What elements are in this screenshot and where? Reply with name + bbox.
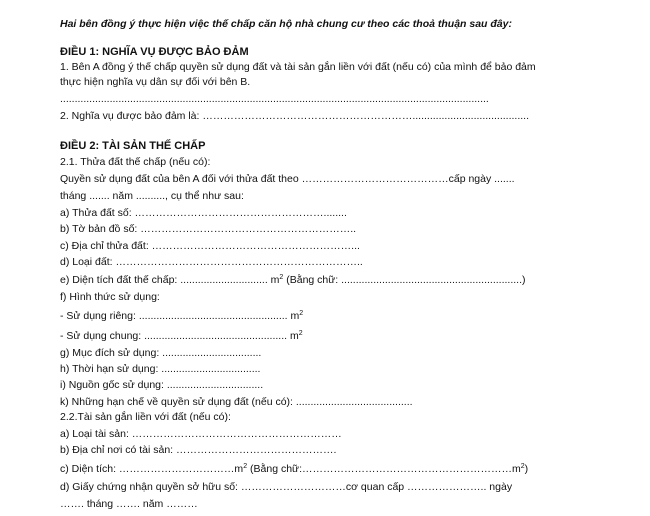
parcel-address-field: c) Địa chỉ thửa đất: …………………………………………………...	[60, 240, 360, 252]
land-rights-line: Quyền sử dụng đất của bên A đối với thửa đất theo ……………………………………cấp ngày .......	[60, 173, 515, 185]
land-area-unit-exp: 2	[279, 274, 284, 281]
article-1-item-2: 2. Nghĩa vụ được bảo đảm là: ……………………………………………………........................................	[60, 110, 530, 122]
shared-use-field	[60, 330, 303, 343]
section-2-2-title: 2.2.Tài sản gắn liền với đất (nếu có):	[60, 411, 231, 423]
parcel-number-field: a) Thửa đất số: ………………………………………………........	[60, 207, 347, 219]
shared-use-label: - Sử dụng chung: ................................................. m	[60, 330, 299, 342]
land-rights-date-line: tháng ....... năm .........., cụ thể như sau:	[60, 190, 244, 202]
article-1-heading: ĐIỀU 1: NGHĨA VỤ ĐƯỢC BẢO ĐẢM	[60, 46, 249, 58]
usage-origin-field: i) Nguồn gốc sử dụng: .................................	[60, 379, 264, 391]
land-type-field: d) Loại đất: ……………………………………………………………..	[60, 256, 363, 268]
map-sheet-field: b) Tờ bản đồ số: ……………………………………………………..	[60, 223, 357, 235]
asset-address-field: b) Địa chỉ nơi có tài sản: ……………………………………….	[60, 444, 337, 456]
asset-area-words: (Bằng chữ:……………………………………………………m	[247, 463, 521, 475]
article-1-item-1: 1. Bên A đồng ý thế chấp quyền sử dụng đất và tài sản gắn liền với đất (nếu có) của mình để bảo đảm	[60, 61, 536, 73]
land-area-words: (Bằng chữ: ..............................................................)	[283, 274, 526, 286]
intro-text: Hai bên đồng ý thực hiện việc thế chấp căn hộ nhà chung cư theo các thoả thuận sau đây:	[60, 18, 512, 30]
ownership-cert-date: ……. tháng ……. năm ………	[60, 498, 198, 510]
asset-area-close: )	[524, 463, 529, 475]
land-area-field	[60, 274, 526, 287]
asset-area-unit-exp: 2	[243, 463, 248, 470]
asset-area-words-exp: 2	[520, 463, 525, 470]
ownership-cert-field: d) Giấy chứng nhận quyền sở hữu số: …………………………cơ quan cấp ………………….. ngày	[60, 481, 513, 493]
asset-area-label: c) Diện tích: ……………………………m	[60, 463, 244, 475]
private-use-label: - Sử dụng riêng: ................................................... m	[60, 310, 300, 322]
private-use-unit-exp: 2	[299, 310, 304, 317]
section-2-1-title: 2.1. Thửa đất thế chấp (nếu có):	[60, 156, 211, 168]
article-2-heading: ĐIỀU 2: TÀI SẢN THẾ CHẤP	[60, 140, 206, 152]
land-area-label: e) Diện tích đất thế chấp: .............................. m	[60, 274, 280, 286]
restrictions-field: k) Những hạn chế về quyền sử dụng đất (nếu có): ........................................	[60, 396, 413, 408]
article-1-item-1-cont: thực hiện nghĩa vụ dân sự đối với bên B.	[60, 76, 251, 88]
asset-area-field	[60, 463, 528, 476]
private-use-field	[60, 310, 303, 323]
usage-purpose-field: g) Mục đích sử dụng: ..................................	[60, 347, 262, 359]
asset-type-field: a) Loại tài sản: ……………………………………………………	[60, 428, 342, 440]
article-1-blank-line: ...................................................................................................................................................	[60, 93, 489, 105]
usage-form-title: f) Hình thức sử dụng:	[60, 291, 160, 303]
usage-term-field: h) Thời hạn sử dụng: ..................................	[60, 363, 261, 375]
shared-use-unit-exp: 2	[298, 330, 303, 337]
